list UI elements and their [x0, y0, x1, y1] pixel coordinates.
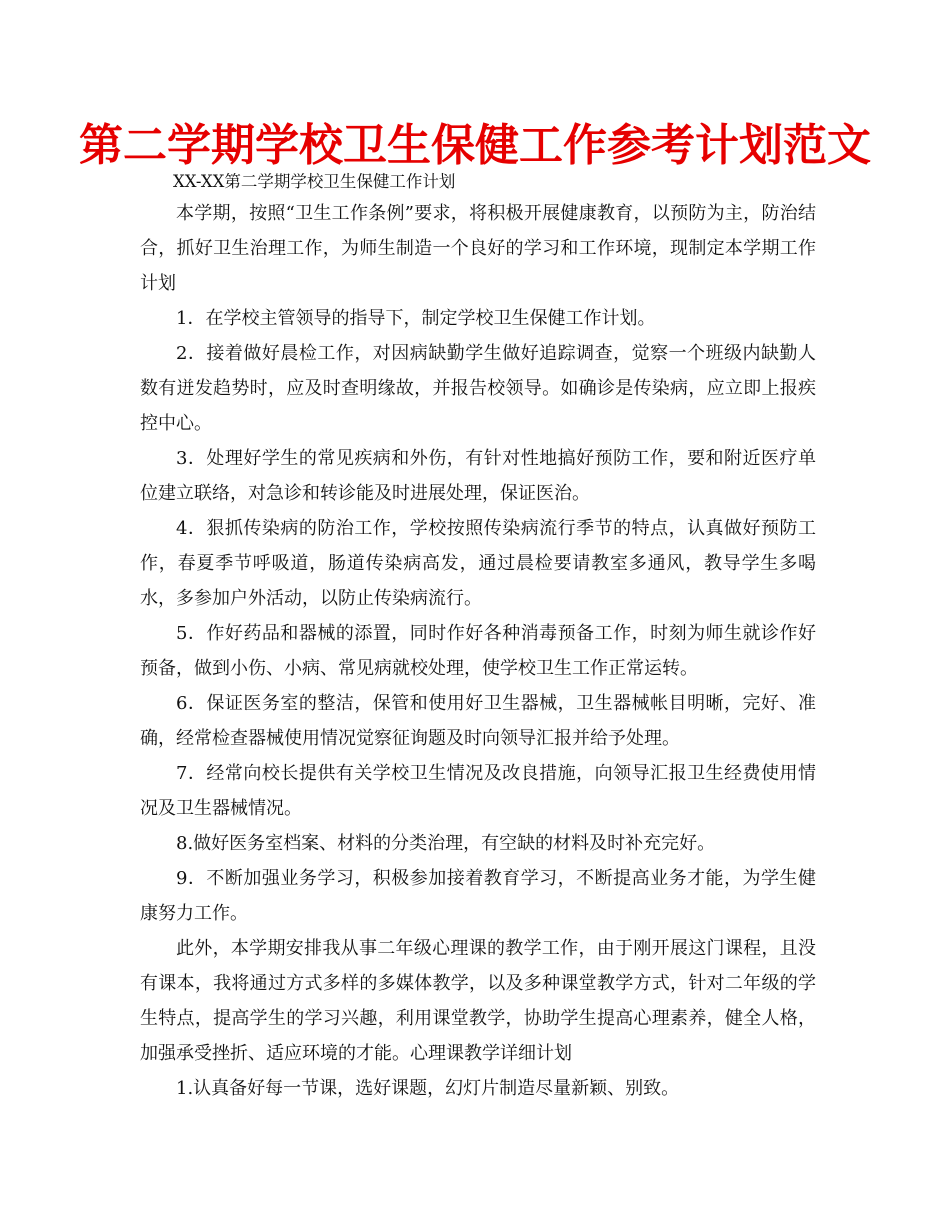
paragraph-item-7: 7．经常向校长提供有关学校卫生情况及改良措施，向领导汇报卫生经费使用情况及卫生器械情况。 [140, 763, 816, 819]
paragraph-item-1: 1．在学校主管领导的指导下，制定学校卫生保健工作计划。 [176, 308, 656, 329]
paragraph-item-9: 9．不断加强业务学习，积极参加接着教育学习，不断提高业务才能，为学生健康努力工作。 [140, 868, 816, 924]
document-body [140, 196, 816, 1106]
paragraph-item-5: 5．作好药品和器械的添置，同时作好各种消毒预备工作，时刻为师生就诊作好预备，做到小伤、小病、常见病就校处理，使学校卫生工作正常运转。 [140, 623, 816, 679]
paragraph-item-2: 2．接着做好晨检工作，对因病缺勤学生做好追踪调查，觉察一个班级内缺勤人数有迸发趋势时，应及时查明缘故，并报告校领导。如确诊是传染病，应立即上报疾控中心。 [140, 343, 816, 434]
paragraph-psychology-item-1: 1.认真备好每一节课，选好课题，幻灯片制造尽量新颖、别致。 [176, 1078, 680, 1099]
paragraph-intro: 本学期，按照“卫生工作条例”要求，将积极开展健康教育，以预防为主，防治结合，抓好卫生治理工作，为师生制造一个良好的学习和工作环境，现制定本学期工作计划 [140, 203, 816, 294]
paragraph-item-6: 6．保证医务室的整洁，保管和使用好卫生器械，卫生器械帐目明晰，完好、准确，经常检查器械使用情况觉察征询题及时向领导汇报并给予处理。 [140, 693, 816, 749]
document-title: 第二学期学校卫生保健工作参考计划范文 [79, 120, 871, 171]
paragraph-item-3: 3．处理好学生的常见疾病和外伤，有针对性地搞好预防工作，要和附近医疗单位建立联络，对急诊和转诊能及时进展处理，保证医治。 [140, 448, 816, 504]
paragraph-item-4: 4．狠抓传染病的防治工作，学校按照传染病流行季节的特点，认真做好预防工作，春夏季节呼吸道，肠道传染病高发，通过晨检要请教室多通风，教导学生多喝水，多参加户外活动，以防止传染病流行。 [140, 518, 816, 609]
paragraph-psychology-intro: 此外，本学期安排我从事二年级心理课的教学工作，由于刚开展这门课程，且没有课本，我将通过方式多样的多媒体教学，以及多种课堂教学方式，针对二年级的学生特点，提高学生的学习兴趣，利用课堂教学，协助学生提高心理素养，健全人格，加强承受挫折、适应环境的才能。心理课教学详细计划 [140, 938, 816, 1064]
document-subtitle: XX-XX第二学期学校卫生保健工作计划 [173, 172, 456, 191]
paragraph-item-8: 8.做好医务室档案、材料的分类治理，有空缺的材料及时补充完好。 [176, 833, 716, 854]
